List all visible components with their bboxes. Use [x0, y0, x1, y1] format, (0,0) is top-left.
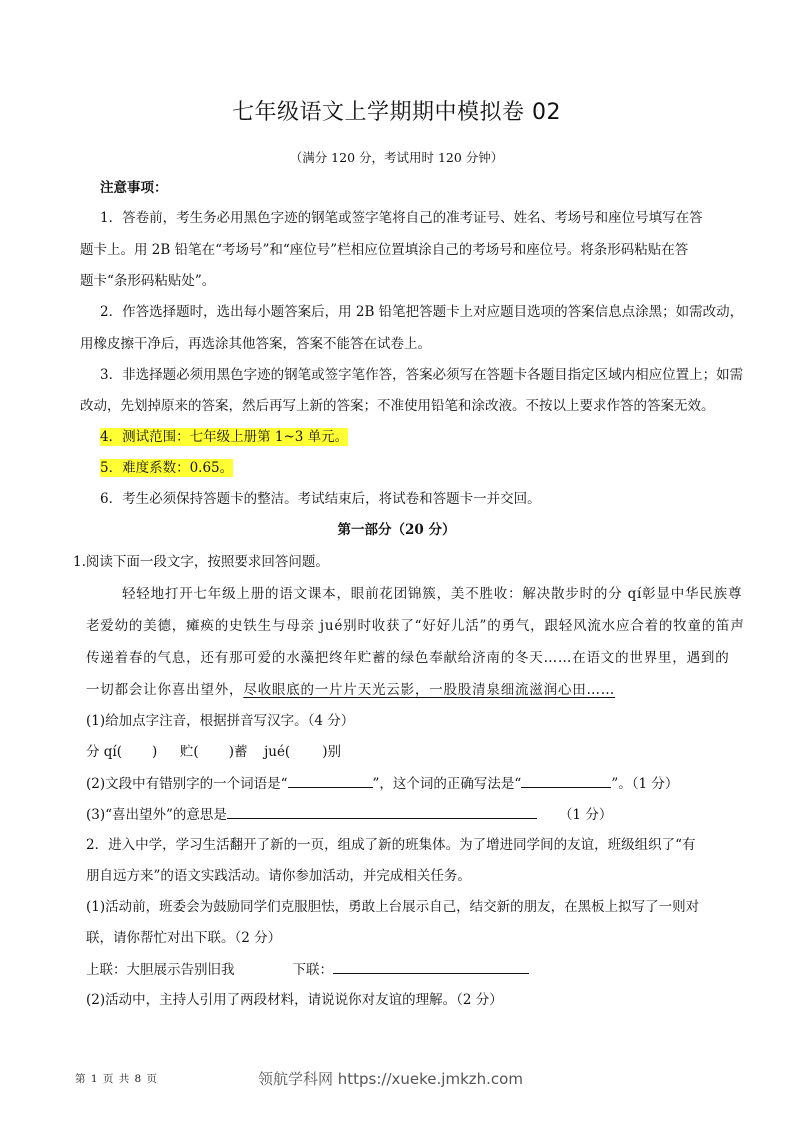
q1-passage-line-2: 老爱幼的美德，瘫痪的史铁生与母亲 jué别时收获了“好好儿活”的勇气，跟轻风流水应合着的牧童的笛声 — [86, 618, 745, 634]
q2-line-1: 2．进入中学，学习生活翻开了新的一页，组成了新的班集体。为了增进同学间的友谊，班级组织了“有 — [86, 837, 696, 853]
notice-3-line-2: 改动，先划掉原来的答案，然后再写上新的答案；不准使用铅笔和涂改液。不按以上要求作答的答案无效。 — [80, 398, 715, 414]
q1-passage-line-4 — [86, 680, 726, 700]
q1-sub1-items — [86, 742, 726, 762]
notice-2-line-2: 用橡皮擦干净后，再选涂其他答案，答案不能答在试卷上。 — [80, 336, 431, 352]
item-3-post: )别 — [322, 744, 341, 760]
notice-1-line-1: 1．答卷前，考生务必用黑色字迹的钢笔或签字笔将自己的准考证号、姓名、考场号和座位号填写在答 — [100, 210, 703, 226]
q1-sub3 — [86, 804, 726, 825]
notice-5-highlighted: 5．难度系数：0.65。 — [100, 460, 234, 476]
q2-sub2: (2)活动中，主持人引用了两段材料，请说说你对友谊的理解。（2 分） — [86, 992, 503, 1008]
notice-3-line-1: 3．非选择题必须用黑色字迹的钢笔或签字笔作答，答案必须写在答题卡各题目指定区域内相应位置上；如需 — [100, 367, 744, 383]
page-number: 第 1 页 共 8 页 — [75, 1073, 159, 1085]
section-heading: 第一部分（20 分） — [337, 522, 456, 538]
meaning-blank[interactable] — [227, 804, 537, 819]
q1-prompt: 1.阅读下面一段文字，按照要求回答问题。 — [73, 554, 329, 570]
item-2-pre: 贮( — [179, 744, 199, 760]
document-title: 七年级语文上学期期中模拟卷 02 — [232, 100, 561, 125]
notice-6: 6．考生必须保持答题卡的整洁。考试结束后，将试卷和答题卡一并交回。 — [100, 491, 541, 507]
q1-passage-line-1: 轻轻地打开七年级上册的语文课本，眼前花团锦簇，美不胜收：解决散步时的分 qí彰显中华民族尊 — [122, 586, 743, 602]
passage-underlined-text: 尽收眼底的一片片天光云影，一股股清泉细流滋润心田…… — [243, 682, 616, 698]
q1-passage-line-3: 传递着春的气息，还有那可爱的水藻把终年贮蓄的绿色奉献给济南的冬天……在语文的世界里，遇到的 — [86, 650, 730, 666]
couplet-upper: 上联：大胆展示告别旧我 — [86, 962, 235, 978]
notice-1-line-3: 题卡“条形码粘贴处”。 — [80, 273, 216, 289]
item-2-post: )蓄 — [228, 744, 248, 760]
q1-sub1-prompt: (1)给加点字注音，根据拼音写汉字。（4 分） — [86, 713, 355, 729]
notice-4 — [100, 427, 740, 447]
sub2-text-2: ”，这个词的正确写法是“ — [372, 776, 522, 792]
sub3-text: (3)“喜出望外”的意思是 — [86, 807, 227, 823]
wrong-word-blank[interactable] — [288, 773, 373, 788]
correct-word-blank[interactable] — [521, 773, 611, 788]
notice-heading: 注意事项： — [100, 180, 168, 196]
couplet-lower-blank[interactable] — [333, 959, 529, 974]
couplet-lower-label: 下联： — [292, 962, 333, 978]
sub2-text-1: (2)文段中有错别字的一个词语是“ — [86, 776, 288, 792]
couplet-row — [86, 959, 726, 980]
watermark: 领航学科网 https://xueke.jmkzh.com — [258, 1070, 523, 1088]
q2-sub1-line-1: (1)活动前，班委会为鼓励同学们克服胆怯，勇敢上台展示自己，结交新的朋友，在黑板上拟写了一则对 — [86, 899, 700, 915]
item-1-pre: 分 qí( — [86, 744, 123, 760]
item-3-pre: jué( — [264, 744, 291, 760]
notice-1-line-2: 题卡上。用 2B 铅笔在“考场号”和“座位号”栏相应位置填涂自己的考场号和座位号。将条形码粘贴在答 — [80, 242, 689, 258]
q2-line-2: 朋自远方来”的语文实践活动。请你参加活动，并完成相关任务。 — [86, 868, 471, 884]
passage-plain-text: 一切都会让你喜出望外， — [86, 682, 244, 698]
q2-sub1-line-2: 联，请你帮忙对出下联。（2 分） — [86, 930, 282, 946]
sub2-text-3: ”。（1 分） — [611, 776, 679, 792]
sub3-score: （1 分） — [558, 807, 613, 823]
notice-5 — [100, 458, 740, 478]
exam-info: （满分 120 分，考试用时 120 分钟） — [289, 150, 504, 165]
q1-sub2 — [86, 773, 726, 794]
notice-2-line-1: 2．作答选择题时，选出每小题答案后，用 2B 铅笔把答题卡上对应题目选项的答案信息点涂黑；如需改动， — [100, 304, 744, 320]
notice-4-highlighted: 4．测试范围：七年级上册第 1~3 单元。 — [100, 429, 349, 445]
item-1-post: ) — [152, 744, 158, 760]
